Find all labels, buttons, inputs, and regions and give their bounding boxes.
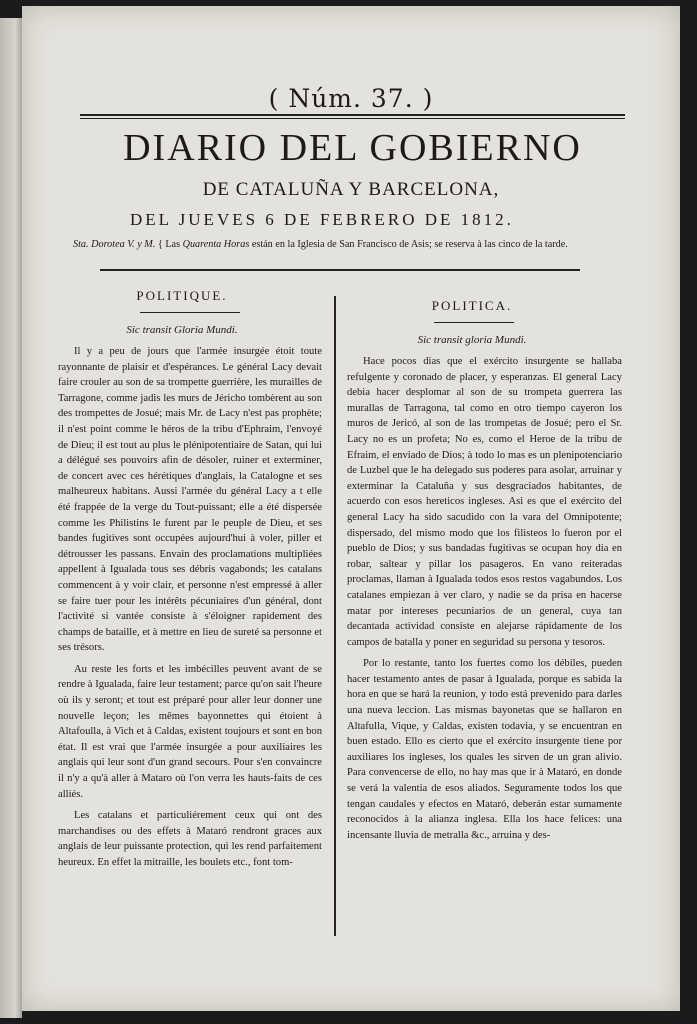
left-paragraph: Il y a peu de jours que l'armée insurgée étoit toute rayonnante de plaisir et d'espérances. Le général Lacy devait faire crouler au son de sa trompette guerrière, les murailles de Tarragone, comme jadis les murs de Jéricho tombèrent au son des trompettes de Josué; mais Mr. de Lacy n'est pas prophète; il n'est point comme le héros de la tribu d'Ephraim, l'envoyé de Dieu; il est tout au plus le plénipotentiaire de Satan, qui lui a délégué ses pouvoirs afin de désoler, ruiner et exterminer, de concert avec ces hérétiques d'anglais, la Catalogne et ses malheureux habitans. Aussi l'armée du général Lacy a t elle été frappée de la verge du Tout-puissant; elle a été dispersée comme les Philistins le furent par le peuple de Dieu, et ses bandes fugitives sont occupées aujourd'hui à voler, piller et détrousser les passans. Envain des proclamations multipliées appellent à Igualada tous ses débris vagabonds; les catalans commencent à y voir clair, et personne n'est empressé à aller se faire tuer pour les intérêts pécuniaires d'un général, dont l'activité si vantée consiste à s'éloigner rapidement des champs de bataille, et à mettre en lieu de sureté sa personne et ses trésors. [58,346,322,654]
issue-date: DEL JUEVES 6 DE FEBRERO DE 1812. [130,210,514,229]
newspaper-subtitle: DE CATALUÑA Y BARCELONA, [202,179,500,200]
left-heading-rule [140,312,240,313]
left-column-body [58,344,322,877]
right-column-heading: POLITICA. [431,298,513,313]
left-column-heading: POLITIQUE. [136,288,228,303]
notice-text-b: están en la Iglesia de San Francisco de Asis; se reserva à las cinco de la tarde. [249,239,568,250]
right-column-subheading: Sic transit gloria Mundi. [417,334,527,346]
header-rule-top [80,114,625,116]
notice-hours: Quarenta Horas [182,239,250,250]
notice-saint: Sta. Dorotea V. y M. [73,239,156,250]
left-paragraph: Les catalans et particuliérement ceux qui ont des marchandises ou des effets à Mataró rendront graces aux anglais de leur puissante protection, qui les rend parfaitement heureux. En effet la mitraille, les boulets etc., font tom- [58,810,322,868]
header-rule-top-thin [80,118,625,119]
newspaper-page [22,6,680,1011]
left-column-subheading: Sic transit Gloria Mundi. [126,324,238,336]
column-divider [334,296,336,936]
right-column-body [347,354,622,849]
daily-notice [73,238,633,251]
page-spine-edge [0,18,22,1018]
issue-number: ( Núm. 37. ) [268,84,434,113]
header-rule-bottom [100,269,580,271]
left-paragraph: Au reste les forts et les imbécilles peuvent avant de se rendre à Igualada, faire leur testament; parce qu'on sait l'heure où ils y seront; et tout est préparé pour aller leur donner une nouvelle leçon; les mêmes bayonnettes qui étoient à Altafoulla, à Vich et à Caldas, existent toujours et sont en bon état. Il est vrai que l'armée insurgée a pour auxiliaires les anglais qui leur sont d'un grand secours. Pour s'en convaincre il n'y a qu'à aller à Mataro où l'on verra les hauts-faits de ces alliés. [58,663,322,800]
right-paragraph: Por lo restante, tanto los fuertes como los débiles, pueden hacer testamento antes de pasar à Igualada, porque es sabida la hora en que se hará la reunion, y todo está prevenido para darles una nueva leccion. Las mismas bayonetas que se hallaron en Altafulla, Vique, y Caldas, existen todavia, y se encuentran en buen estado. Ello es cierto que el exército insurgente tiene por auxiliares los ingleses, los quales les sirven de un gran alivio. Para convencerse de ello, no hay mas que ir à Mataró, en donde se verá la valentia de esos aliados. Seguramente todos los que tengan caudales y efectos en Mataró, deberán estar sumamente reconocidos à la alianza inglesa. Ella los hace felices: una incensante lluvia de metralla &c., arruina y des- [347,658,622,841]
newspaper-title: DIARIO DEL GOBIERNO [123,127,582,169]
right-heading-rule [434,322,514,323]
right-paragraph: Hace pocos dias que el exército insurgente se hallaba refulgente y coronado de placer, y esperanzas. El general Lacy debia hacer desplomar al son de su trompeta guerrera las murallas de Tarragona, tal como en otro tiempo cayeron los muros de Jericó, al son de las trompetas de Josué; pero el Sr. Lacy no es un profeta; No es, como el Heroe de la tribu de Efraim, el enviado de Dios; à todo lo mas es un plenipotenciario de Luzbel que le ha delegado sus poderes para asolar, arruinar y exterminar la Cataluña y sus desgraciados habitantes, de acuerdo con esos hereticos ingleses. Asi es que el exército del general Lacy ha sido sacudido con la vara del Omnipotente; dispersado, del mismo modo que los filisteos lo fueron por el pueblo de Dios; y sus bandadas fugitivas se ocupan hoy dia en robar, saltear y pillar los pasageros. En vano reiteradas proclamas, llaman à Igualada todos esos restos vagabundos. Los catalanes empiezan à ver claro, y nadie se da prisa en hacerse matar por intereses pecuniarios de un general, cuya tan decantada actividad consiste en alejarse rápidamente de los campos de batalla y poner en seguridad su persona y tesoros. [347,356,622,648]
notice-text-a: { Las [157,239,183,250]
